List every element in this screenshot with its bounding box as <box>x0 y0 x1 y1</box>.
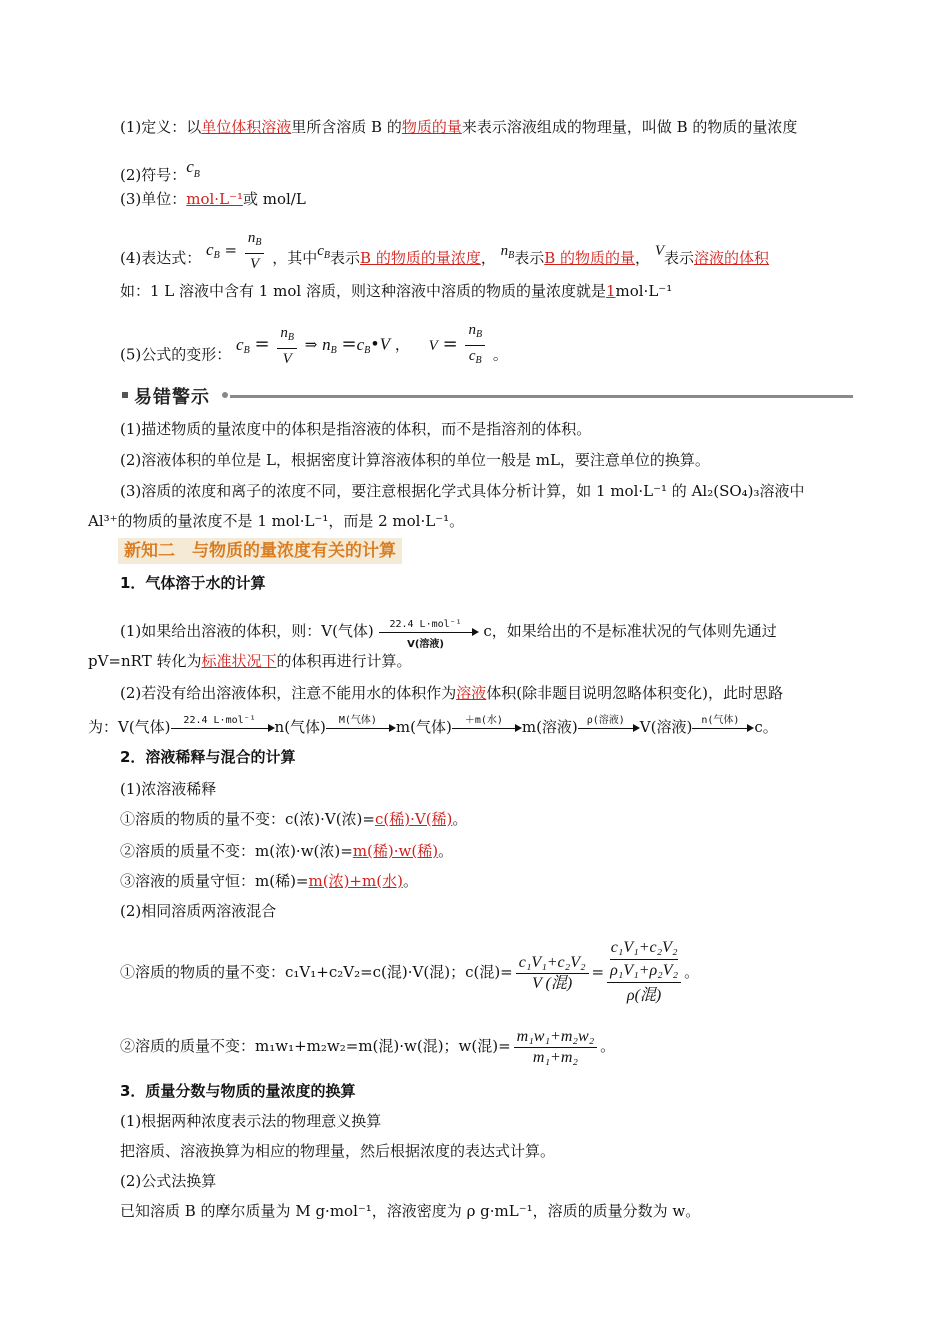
transform-frac-2 <box>465 320 485 371</box>
warning-item-2: (2)溶液体积的单位是 L，根据密度计算溶液体积的单位一般是 mL，要注意单位的换算。 <box>120 451 710 469</box>
symbol-line <box>120 156 200 186</box>
gas-p1-b: c，如果给出的不是标准状况的气体则先通过 <box>483 622 777 640</box>
chain-arrow-4-shaft <box>578 728 634 729</box>
chain-arrow-1-label: 22.4 L·mol⁻¹ <box>183 715 256 726</box>
chain-arrow-3-head <box>515 724 522 732</box>
tr-f2-c-sub: B <box>475 355 482 366</box>
chain-node-5: c。 <box>754 718 778 736</box>
gas-p2-a: (2)若没有给出溶液体积，注意不能用水的体积作为 <box>120 684 457 702</box>
expr-text-2: 表示 <box>330 249 361 267</box>
chain-arrow-1-head <box>268 724 275 732</box>
mix1-frac2-num <box>607 937 681 983</box>
gas-p1-red: 标准状况下 <box>201 652 277 670</box>
heading-conversion: 3．质量分数与物质的量浓度的换算 <box>120 1082 356 1100</box>
expr-n-sub: B <box>255 237 262 248</box>
unit-red: mol·L⁻¹ <box>186 190 243 208</box>
tr-frac1-den: V <box>282 350 292 367</box>
tr-cb2-c: c <box>356 334 365 354</box>
dilution-2 <box>120 840 453 862</box>
expr-frac-den: V <box>250 256 260 272</box>
definition-red-1: 单位体积溶液 <box>201 118 292 136</box>
expr-nb-inline <box>501 243 515 259</box>
chain-arrow-2 <box>326 717 396 739</box>
tr-v: V <box>379 334 391 354</box>
banner-dot <box>222 392 228 398</box>
expr-text-5: 表示 <box>664 249 695 267</box>
expr-comma-2: ， <box>635 249 651 267</box>
heading-gas: 1．气体溶于水的计算 <box>120 574 266 592</box>
gas-p1-a: (1)如果给出溶液的体积，则：V(气体) <box>120 622 374 640</box>
tr-eq-3: = <box>442 333 458 355</box>
dil2-a: ②溶质的质量不变：m(浓)·w(浓)= <box>120 842 353 860</box>
chain-arrow-3-label: ＋m(水) <box>464 715 503 726</box>
example-red: 1 <box>605 282 616 300</box>
chain-arrow-5-head <box>747 724 754 732</box>
unit-line <box>120 188 306 210</box>
warning-item-1: (1)描述物质的量浓度中的体积是指溶液的体积，而不是指溶剂的体积。 <box>120 420 592 438</box>
expression-fraction <box>245 228 265 274</box>
tr-cb2-b: B <box>364 344 371 356</box>
expr-red-1: B 的物质的量浓度 <box>360 249 481 267</box>
symbol-b: B <box>193 169 200 180</box>
chain-arrow-2-label: M(气体) <box>338 715 377 726</box>
expr-cb-b: B <box>323 250 331 261</box>
chain-arrow-4 <box>578 717 640 739</box>
transform-line <box>120 320 508 379</box>
chain-node-4: V(溶液) <box>639 718 693 736</box>
chain-node-1: n(气体) <box>274 718 326 736</box>
tr-n: n <box>280 324 288 341</box>
mix2-frac-num: m₁w₁+m₂w₂ <box>514 1027 598 1048</box>
symbol-c: c <box>186 157 194 176</box>
dil3-red: m(浓)+m(水) <box>308 872 403 890</box>
transform-cb <box>236 334 250 356</box>
tr-dot: • <box>370 334 380 354</box>
conversion-2-text: 已知溶质 B 的摩尔质量为 M g·mol⁻¹，溶液密度为 ρ g·mL⁻¹，溶质的质量分数为 w。 <box>120 1202 701 1220</box>
mix-title: (2)相同溶质两溶液混合 <box>120 902 277 920</box>
gas-p2-red: 溶液 <box>456 684 487 702</box>
mix2-frac <box>514 1027 598 1068</box>
example-line <box>120 280 672 302</box>
dil1-b: 。 <box>452 810 468 828</box>
mix1-frac2-num-den: ρ₁V₁+ρ₂V₂ <box>610 959 678 982</box>
unit-rest: 或 mol/L <box>242 190 306 208</box>
warning-banner <box>118 383 853 407</box>
expr-c-sub: B <box>213 250 220 261</box>
conversion-2: (2)公式法换算 <box>120 1172 217 1190</box>
expr-frac-num <box>245 228 265 254</box>
expr-nb-n: n <box>500 243 509 259</box>
tr-f2-c: c <box>468 348 476 364</box>
gas-para-2 <box>120 682 783 704</box>
gas-para-1-line-2 <box>88 650 412 672</box>
gas-arrow-1 <box>379 619 479 650</box>
tr-implies: ⇒ <box>304 335 318 354</box>
gas-p1-d: 的体积再进行计算。 <box>276 652 412 670</box>
conversion-1-text: 把溶质、溶液换算为相应的物理量，然后根据浓度的表达式计算。 <box>120 1142 556 1160</box>
dilution-title: (1)浓溶液稀释 <box>120 780 217 798</box>
expr-v-inline: V <box>654 243 665 259</box>
tr-nb-n: n <box>322 334 331 354</box>
tr-frac2-den <box>465 346 485 371</box>
symbol-label: (2)符号： <box>120 166 187 184</box>
expression-line <box>120 228 769 280</box>
mix1-frac2-num-text: c₁V₁+c₂V₂ <box>610 939 678 956</box>
definition-text-2: 里所含溶质 B 的 <box>291 118 402 136</box>
transform-label: (5)公式的变形： <box>120 345 232 364</box>
expr-c-letter: c <box>206 240 214 259</box>
expr-text-1: ，其中 <box>272 249 318 267</box>
tr-eq-2: = <box>341 333 357 355</box>
gas-arrow-1-shaft <box>379 632 473 633</box>
chain-arrow-5 <box>692 717 754 739</box>
tr-cb2 <box>357 335 371 354</box>
dil1-a: ①溶质的物质的量不变：c(浓)·V(浓)= <box>120 810 375 828</box>
gas-arrow-1-bottom: V(溶液) <box>407 639 445 650</box>
dilution-1 <box>120 808 467 830</box>
mix-1: ①溶质的物质的量不变：c₁V₁+c₂V₂=c(混)·V(混)；c(混)= $\frac{\text{c₁V₁+c₂V₂}}{\text{V (混)}}$ = c₁V₁+c₂V₂ ρ₁V₁+ρ₂V₂ ρ(混) 。 <box>120 930 699 1014</box>
expr-cb-c: c <box>317 243 324 259</box>
chain-arrow-4-label: ρ(溶液) <box>586 715 625 726</box>
section-2-title: 新知二 与物质的量浓度有关的计算 <box>118 538 402 564</box>
mix1-frac-1 <box>516 953 589 994</box>
expr-n: n <box>247 230 256 246</box>
example-text: 如：1 L 溶液中含有 1 mol 溶质，则这种溶液中溶质的物质的量浓度就是 <box>120 282 606 300</box>
expr-red-2: B 的物质的量 <box>544 249 636 267</box>
mix-2 <box>120 1022 615 1070</box>
definition-line <box>120 116 797 138</box>
tr-frac2-num <box>465 320 485 346</box>
chain-node-3: m(溶液) <box>521 718 578 736</box>
warning-item-3-line-2: Al³⁺的物质的量浓度不是 1 mol·L⁻¹，而是 2 mol·L⁻¹。 <box>88 512 465 530</box>
mix2-end: 。 <box>600 1037 616 1055</box>
dil1-red: c(稀)·V(稀) <box>374 810 453 828</box>
tr-f2-n: n <box>468 322 476 338</box>
transform-frac-1 <box>277 323 297 369</box>
heading-dilution: 2．溶液稀释与混合的计算 <box>120 748 296 766</box>
warning-title: 易错警示 <box>134 387 210 408</box>
mix1-frac-2 <box>607 937 681 1009</box>
gas-para-1 <box>120 619 777 650</box>
chain-arrow-1 <box>171 717 275 739</box>
expr-cb-inline <box>317 243 330 259</box>
chain-arrow-5-label: n(气体) <box>701 715 740 726</box>
tr-eq-1: = <box>254 333 270 355</box>
expr-comma-1: ， <box>480 249 496 267</box>
gas-p1-c: pV=nRT 转化为 <box>88 652 202 670</box>
warning-item-3-line-1: (3)溶质的浓度和离子的浓度不同，要注意根据化学式具体分析计算，如 1 mol·L⁻¹ 的 Al₂(SO₄)₃溶液中 <box>120 482 805 500</box>
chain-arrow-3 <box>452 717 522 739</box>
tr-c: c <box>236 334 244 354</box>
tr-n-sub: B <box>287 331 294 343</box>
tr-frac1-num <box>277 323 297 349</box>
tr-end: 。 <box>492 345 508 364</box>
example-unit: mol·L⁻¹ <box>615 282 673 300</box>
definition-text-3: 来表示溶液组成的物理量，叫做 B 的物质的量浓度 <box>461 118 798 136</box>
definition-label: (1)定义：以 <box>120 118 202 136</box>
banner-bullet <box>122 392 128 398</box>
banner-rule <box>230 395 853 398</box>
chain-arrow-2-shaft <box>326 728 390 729</box>
expression-c <box>206 240 220 261</box>
tr-f2-n-sub: B <box>475 329 483 340</box>
mix1-end: 。 <box>684 963 700 981</box>
dilution-3 <box>120 870 418 892</box>
expr-equals: = <box>224 241 238 259</box>
dil2-b: 。 <box>438 842 454 860</box>
dil2-red: m(稀)·w(稀) <box>352 842 439 860</box>
tr-v2: V <box>428 337 438 354</box>
chain-arrow-2-head <box>389 724 396 732</box>
expr-nb-b: B <box>508 250 515 261</box>
gas-arrow-1-head <box>472 628 479 636</box>
mix2-frac-den: m₁+m₂ <box>532 1048 578 1066</box>
mix1-frac2-den: ρ(混) <box>626 987 662 1004</box>
expr-text-3: 表示 <box>514 249 545 267</box>
gas-arrow-1-top: 22.4 L·mol⁻¹ <box>389 619 462 630</box>
conversion-1: (1)根据两种浓度表示法的物理意义换算 <box>120 1112 382 1130</box>
tr-nb <box>322 335 337 354</box>
gas-p2-b: 体积(除非题目说明忽略体积变化)，此时思路 <box>486 684 783 702</box>
chain-arrow-3-shaft <box>452 728 516 729</box>
chain-arrow-4-head <box>633 724 640 732</box>
tr-comma: ， <box>394 335 410 354</box>
tr-nb-b: B <box>330 344 337 356</box>
mix1-frac1-den: V (混) <box>532 974 573 992</box>
mix1-frac1-num: c₁V₁+c₂V₂ <box>516 953 589 974</box>
dil3-a: ③溶液的质量守恒：m(稀)= <box>120 872 309 890</box>
mix2-a: ②溶质的质量不变：m₁w₁+m₂w₂=m(混)·w(混)；w(混)= <box>120 1037 511 1055</box>
chain-start: 为：V(气体) <box>88 718 171 736</box>
chain-node-2: m(气体) <box>395 718 452 736</box>
chain-arrow-1-shaft <box>171 728 269 729</box>
dil3-b: 。 <box>402 872 418 890</box>
expr-red-3: 溶液的体积 <box>694 249 770 267</box>
definition-red-2: 物质的量 <box>401 118 462 136</box>
tr-c-sub: B <box>243 344 250 356</box>
chain-arrow-5-shaft <box>692 728 748 729</box>
unit-label: (3)单位： <box>120 190 187 208</box>
mix1-a: ①溶质的物质的量不变：c₁V₁+c₂V₂=c(混)·V(混)；c(混)= <box>120 963 513 981</box>
expression-label: (4)表达式： <box>120 249 202 267</box>
gas-chain <box>88 716 778 739</box>
